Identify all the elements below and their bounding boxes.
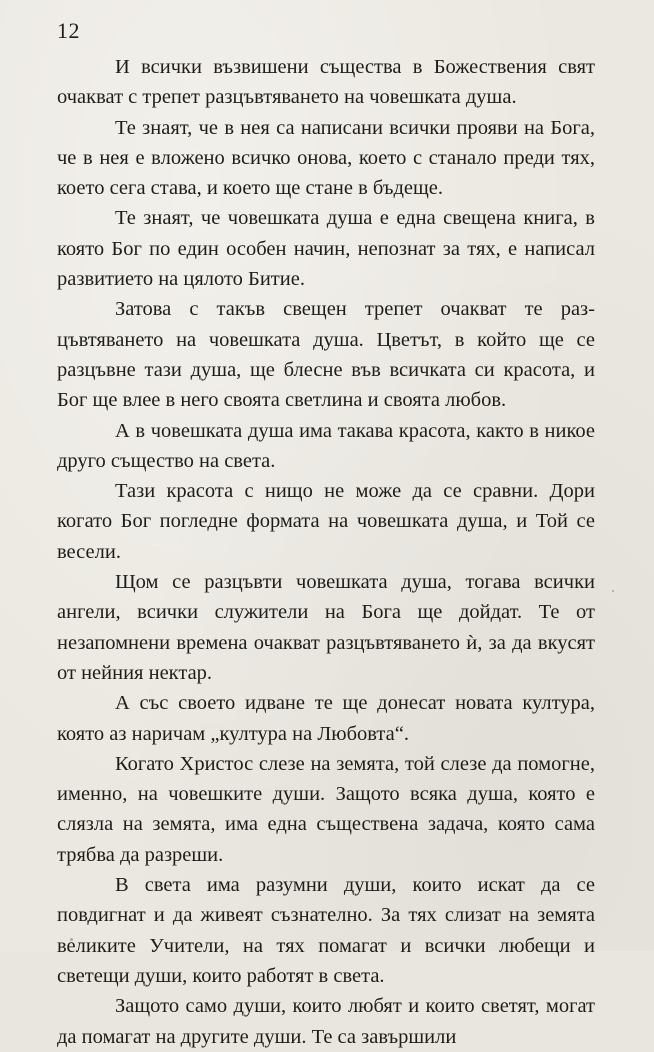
paragraph: Защото само души, които любят и които светят, могат да помагат на другите души. Те са завършили — [57, 995, 595, 1048]
paragraph: Когато Христос слезе на земята, той слезе да помогне, именно, на човешките души. Защото всяка душа, която е слязла на земята, има една съществена задача, която сама трябва да разреши. — [57, 752, 595, 866]
paragraph: И всички възвишени същества в Божествения свят очакват с трепет разцъвтяването на човешката душа. — [57, 56, 595, 109]
paragraph: Те знаят, че човешката душа е една свещена книга, в която Бог по един особен начин, непознат за тях, е написал развитието на цялото Битие. — [57, 207, 595, 291]
paragraph: А със своето идване те ще донесат новата култура, която аз наричам „култура на Любовта“. — [57, 692, 595, 745]
paragraph: Те знаят, че в нея са написани всички прояви на Бога, че в нея е вложено всичко онова, което с станало преди тях, което сега става, и което ще стане в бъдеще. — [57, 116, 595, 200]
paragraph: А в човешката душа има такава красота, както в никое друго същество на света. — [57, 419, 595, 472]
scan-speck — [70, 938, 73, 941]
page-number: 12 — [57, 18, 80, 43]
paragraph: В света има разумни души, които искат да се повдигнат и да живеят съзнателно. За тях слизат на земята великите Учители, на тях помагат и всички любещи и светещи души, които работят в света. — [57, 874, 595, 987]
paragraph: Тази красота с нищо не може да се сравни. Дори когато Бог погледне формата на човешката душа, и Той се весели. — [57, 480, 595, 563]
paragraph: Затова с такъв свещен трепет очакват те разцъвтяването на човешката душа. Цветът, в който ще се разцъвне тази душа, ще блесне във всичката си красота, и Бог ще влее в него своята светлина и своята любов. — [57, 298, 595, 412]
scan-speck — [612, 590, 614, 592]
paragraph: Щом се разцъвти човешката душа, тогава всички ангели, всички служители на Бога ще дойдат. Те от незапомнени времена очакват разцъвтяването ѝ, за да вкусят от нейния нектар. — [57, 571, 595, 684]
body-text — [57, 52, 595, 1052]
